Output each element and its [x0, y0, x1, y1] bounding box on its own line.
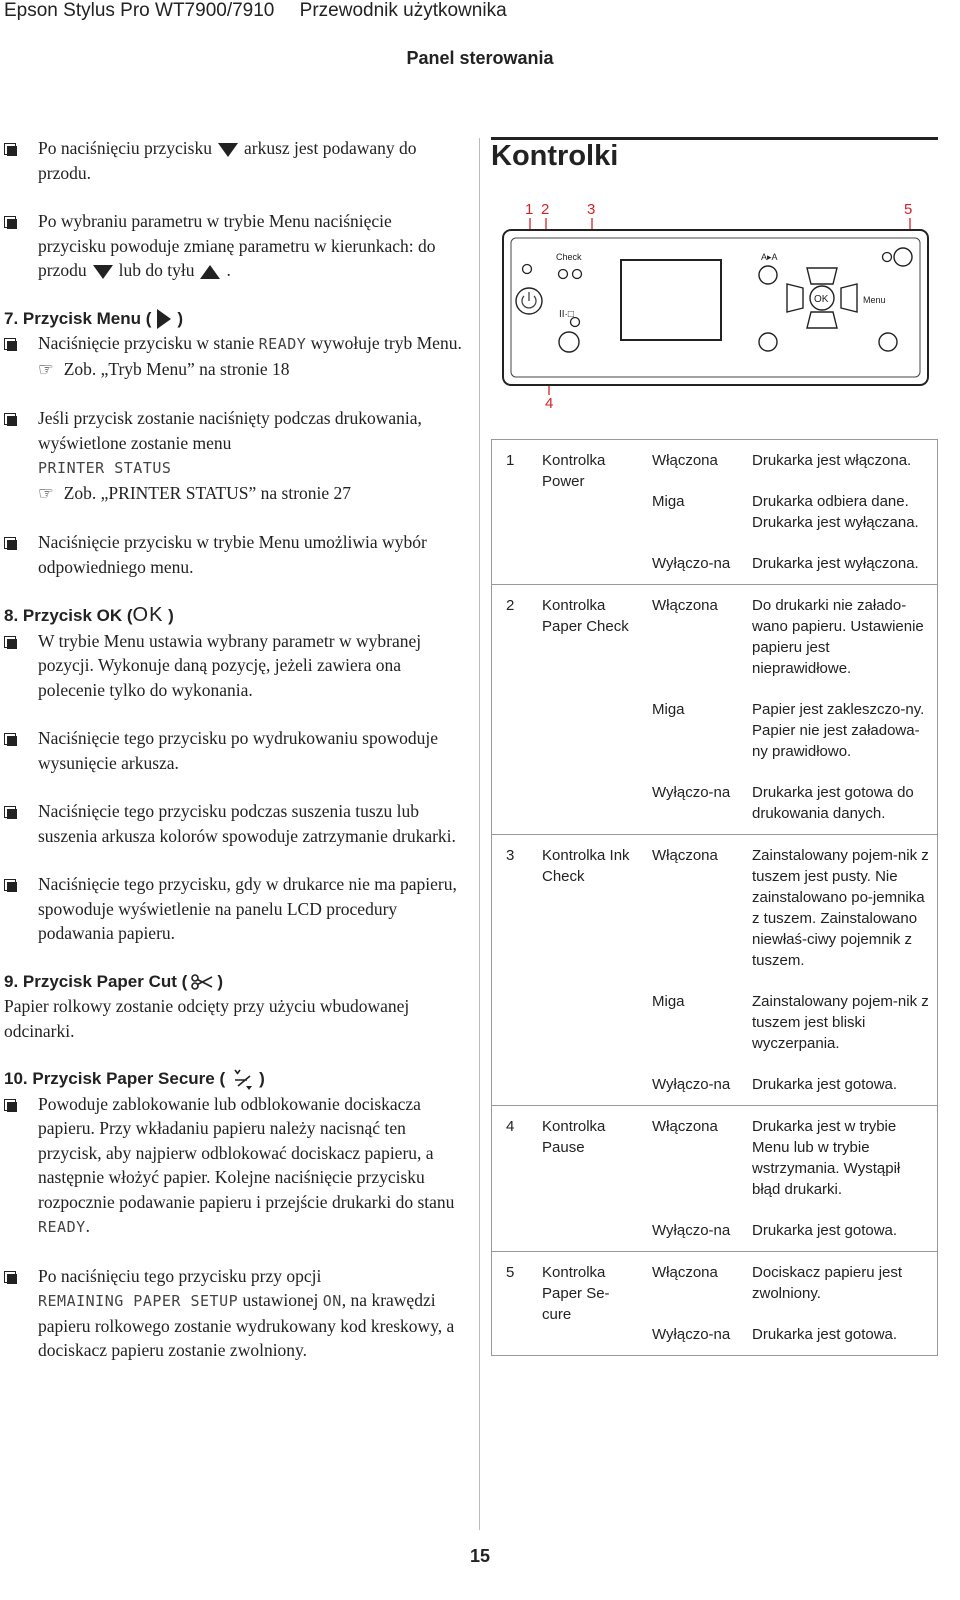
- bullet-box-icon: [4, 636, 16, 648]
- bullet-box-icon: [4, 733, 16, 745]
- cross-reference[interactable]: ☞ Zob. „PRINTER STATUS” na stronie 27: [38, 482, 352, 504]
- indicator-state: Włączona: [644, 1252, 744, 1315]
- indicator-state: Miga: [652, 993, 685, 1010]
- indicator-name: Kontrolka Pause: [534, 1106, 644, 1252]
- guide-name: Przewodnik użytkownika: [299, 0, 507, 21]
- row-number: 1: [492, 440, 535, 585]
- state-description: Drukarka jest gotowa.: [752, 1076, 898, 1093]
- list-item: W trybie Menu ustawia wybrany parametr w wybranej pozycji. Wykonuje daną pozycję, jeżeli zawiera ona polecenie tylko do wykonania.: [0, 629, 462, 703]
- indicator-state: Włączona: [644, 1106, 744, 1211]
- ink-check-led-icon: [573, 270, 582, 279]
- indicator-state: Wyłączo-na: [652, 1076, 731, 1093]
- paper-secure-button-icon: [894, 248, 912, 266]
- table-row: [492, 835, 938, 982]
- indicator-state: Miga: [652, 701, 685, 718]
- menu-label: Menu: [863, 295, 886, 305]
- table-row: [492, 1252, 938, 1315]
- right-arrow-icon: [157, 309, 171, 329]
- aa-button-icon: [759, 266, 777, 284]
- list-item: Naciśnięcie tego przycisku, gdy w drukarce nie ma papieru, spowoduje wyświetlenie na panelu LCD procedury podawania papieru.: [0, 872, 462, 946]
- pause-button-icon: [559, 332, 579, 352]
- list-item: Po wybraniu parametru w trybie Menu naciśnięcie przycisku powoduje zmianę parametru w kierunkach: do przodu lub do tyłu .: [0, 209, 462, 283]
- row-number: 2: [492, 585, 535, 835]
- bullet-box-icon: [4, 1271, 16, 1283]
- paper-cut-button-icon: [879, 333, 897, 351]
- state-description: Zainstalowany pojem-nik z tuszem jest pusty. Nie zainstalowano po-jemnika z tuszem. Zainstalowano niewłaś-ciwy pojemnik z tuszem.: [744, 835, 938, 982]
- table-row: [492, 440, 938, 482]
- callout-3: 3: [587, 201, 596, 218]
- callout-2: 2: [541, 201, 550, 218]
- running-header: [4, 0, 527, 22]
- indicator-state: Włączona: [644, 835, 744, 982]
- left-column: [0, 136, 462, 1363]
- indicators-table: [491, 439, 938, 1356]
- control-panel-diagram: [491, 200, 938, 415]
- callout-4: 4: [545, 395, 554, 412]
- state-description: Drukarka jest gotowa.: [752, 1326, 898, 1343]
- table-row: [492, 585, 938, 690]
- row-number: 5: [492, 1252, 535, 1356]
- callout-5: 5: [904, 201, 913, 218]
- check-label: Check: [556, 252, 582, 262]
- state-description: Drukarka jest gotowa do drukowania danych.: [752, 784, 914, 822]
- state-description: Drukarka jest włączona.: [744, 440, 938, 482]
- state-description: Drukarka jest w trybie Menu lub w trybie wstrzymania. Wystąpił błąd drukarki.: [744, 1106, 938, 1211]
- indicator-name: Kontrolka Paper Se-cure: [534, 1252, 644, 1356]
- indicators-title: Kontrolki: [491, 140, 619, 172]
- paper-cut-description: Papier rolkowy zostanie odcięty przy użyciu wbudowanej odcinarki.: [4, 996, 410, 1041]
- indicator-state: Wyłączo-na: [652, 784, 731, 801]
- list-item: Jeśli przycisk zostanie naciśnięty podczas drukowania, wyświetlone zostanie menu PRINTER STATUS ☞ Zob. „PRINTER STATUS” na stronie 27: [0, 406, 462, 506]
- list-item: Po naciśnięciu tego przycisku przy opcji REMAINING PAPER SETUP ustawionej ON, na krawędzi papieru rolkowego zostanie wydrukowany kod kreskowy, a dociskacz papieru zostanie zwolniony.: [0, 1264, 462, 1363]
- svg-text:II·□: II·□: [559, 309, 574, 320]
- bullet-box-icon: [4, 216, 16, 228]
- list-item: Po naciśnięciu przycisku arkusz jest podawany do przodu.: [0, 136, 462, 185]
- column-divider: [479, 138, 480, 1530]
- bullet-box-icon: [4, 537, 16, 549]
- paper-secure-icon: [229, 1068, 255, 1092]
- up-arrow-icon: [200, 265, 220, 279]
- bullet-box-icon: [4, 338, 16, 350]
- indicator-name: Kontrolka Paper Check: [534, 585, 644, 835]
- bullet-box-icon: [4, 879, 16, 891]
- lcd-screen: [621, 260, 721, 340]
- indicator-state: Wyłączo-na: [652, 1222, 731, 1239]
- bullet-box-icon: [4, 413, 16, 425]
- row-number: 4: [492, 1106, 535, 1252]
- indicator-state: Wyłączo-na: [652, 555, 731, 572]
- ok-icon: OK: [132, 604, 164, 626]
- callout-1: 1: [525, 201, 534, 218]
- indicator-state: Włączona: [644, 585, 744, 690]
- row-number: 3: [492, 835, 535, 1106]
- list-item: Naciśnięcie tego przycisku po wydrukowaniu spowoduje wysunięcie arkusza.: [0, 726, 462, 775]
- list-item: Powoduje zablokowanie lub odblokowanie dociskacza papieru. Przy wkładaniu papieru należy nacisnąć ten przycisk, aby najpierw odblokować dociskacz papieru, a następnie włożyć papier. Kolejne naciśnięcie przycisku rozpocznie podawanie papieru i przejście drukarki do stanu READY.: [0, 1092, 462, 1240]
- list-item: Naciśnięcie przycisku w trybie Menu umożliwia wybór odpowiedniego menu.: [0, 530, 462, 579]
- heading-paper-secure-button: 10. Przycisk Paper Secure ( ): [4, 1067, 462, 1092]
- state-description: Do drukarki nie załado-wano papieru. Ustawienie papieru jest nieprawidłowe.: [744, 585, 938, 690]
- table-row: [492, 1106, 938, 1211]
- heading-paper-cut-button: 9. Przycisk Paper Cut ( ): [4, 971, 223, 991]
- indicator-state: Włączona: [644, 440, 744, 482]
- indicator-name: Kontrolka Ink Check: [534, 835, 644, 1106]
- paper-check-led-icon: [559, 270, 568, 279]
- media-button-icon: [759, 333, 777, 351]
- indicator-name: Kontrolka Power: [534, 440, 644, 585]
- pointing-hand-icon: ☞: [38, 483, 54, 504]
- power-led-icon: [523, 265, 532, 274]
- page-number: 15: [469, 1546, 491, 1566]
- cross-reference[interactable]: ☞ Zob. „Tryb Menu” na stronie 18: [38, 358, 290, 380]
- aa-label: A▸A: [761, 252, 778, 262]
- bullet-box-icon: [4, 1099, 16, 1111]
- scissors-icon: [191, 974, 213, 990]
- list-item: Naciśnięcie przycisku w stanie READY wywołuje tryb Menu. ☞ Zob. „Tryb Menu” na stronie 18: [0, 331, 462, 382]
- state-description: Dociskacz papieru jest zwolniony.: [744, 1252, 938, 1315]
- product-name: Epson Stylus Pro WT7900/7910: [4, 0, 275, 21]
- down-arrow-icon: [93, 265, 113, 279]
- bullet-box-icon: [4, 143, 16, 155]
- state-description: Zainstalowany pojem-nik z tuszem jest bliski wyczerpania.: [752, 993, 929, 1052]
- state-description: Papier jest zakleszczo-ny. Papier nie jest załadowa-ny prawidłowo.: [752, 701, 925, 760]
- heading-menu-button: 7. Przycisk Menu ( ): [4, 308, 184, 328]
- state-description: Drukarka jest gotowa.: [752, 1222, 898, 1239]
- heading-ok-button: 8. Przycisk OK (OK ): [4, 604, 174, 626]
- pointing-hand-icon: ☞: [38, 359, 54, 380]
- section-title: Panel sterowania: [406, 48, 554, 68]
- down-arrow-icon: [218, 143, 238, 157]
- bullet-box-icon: [4, 806, 16, 818]
- ok-label: OK: [814, 294, 829, 305]
- state-description: Drukarka odbiera dane. Drukarka jest wyłączana.: [752, 493, 919, 531]
- indicator-state: Miga: [652, 493, 685, 510]
- indicator-state: Wyłączo-na: [652, 1326, 731, 1343]
- paper-secure-led-icon: [883, 253, 892, 262]
- list-item: Naciśnięcie tego przycisku podczas suszenia tuszu lub suszenia arkusza kolorów spowoduje zatrzymanie drukarki.: [0, 799, 462, 848]
- state-description: Drukarka jest wyłączona.: [752, 555, 919, 572]
